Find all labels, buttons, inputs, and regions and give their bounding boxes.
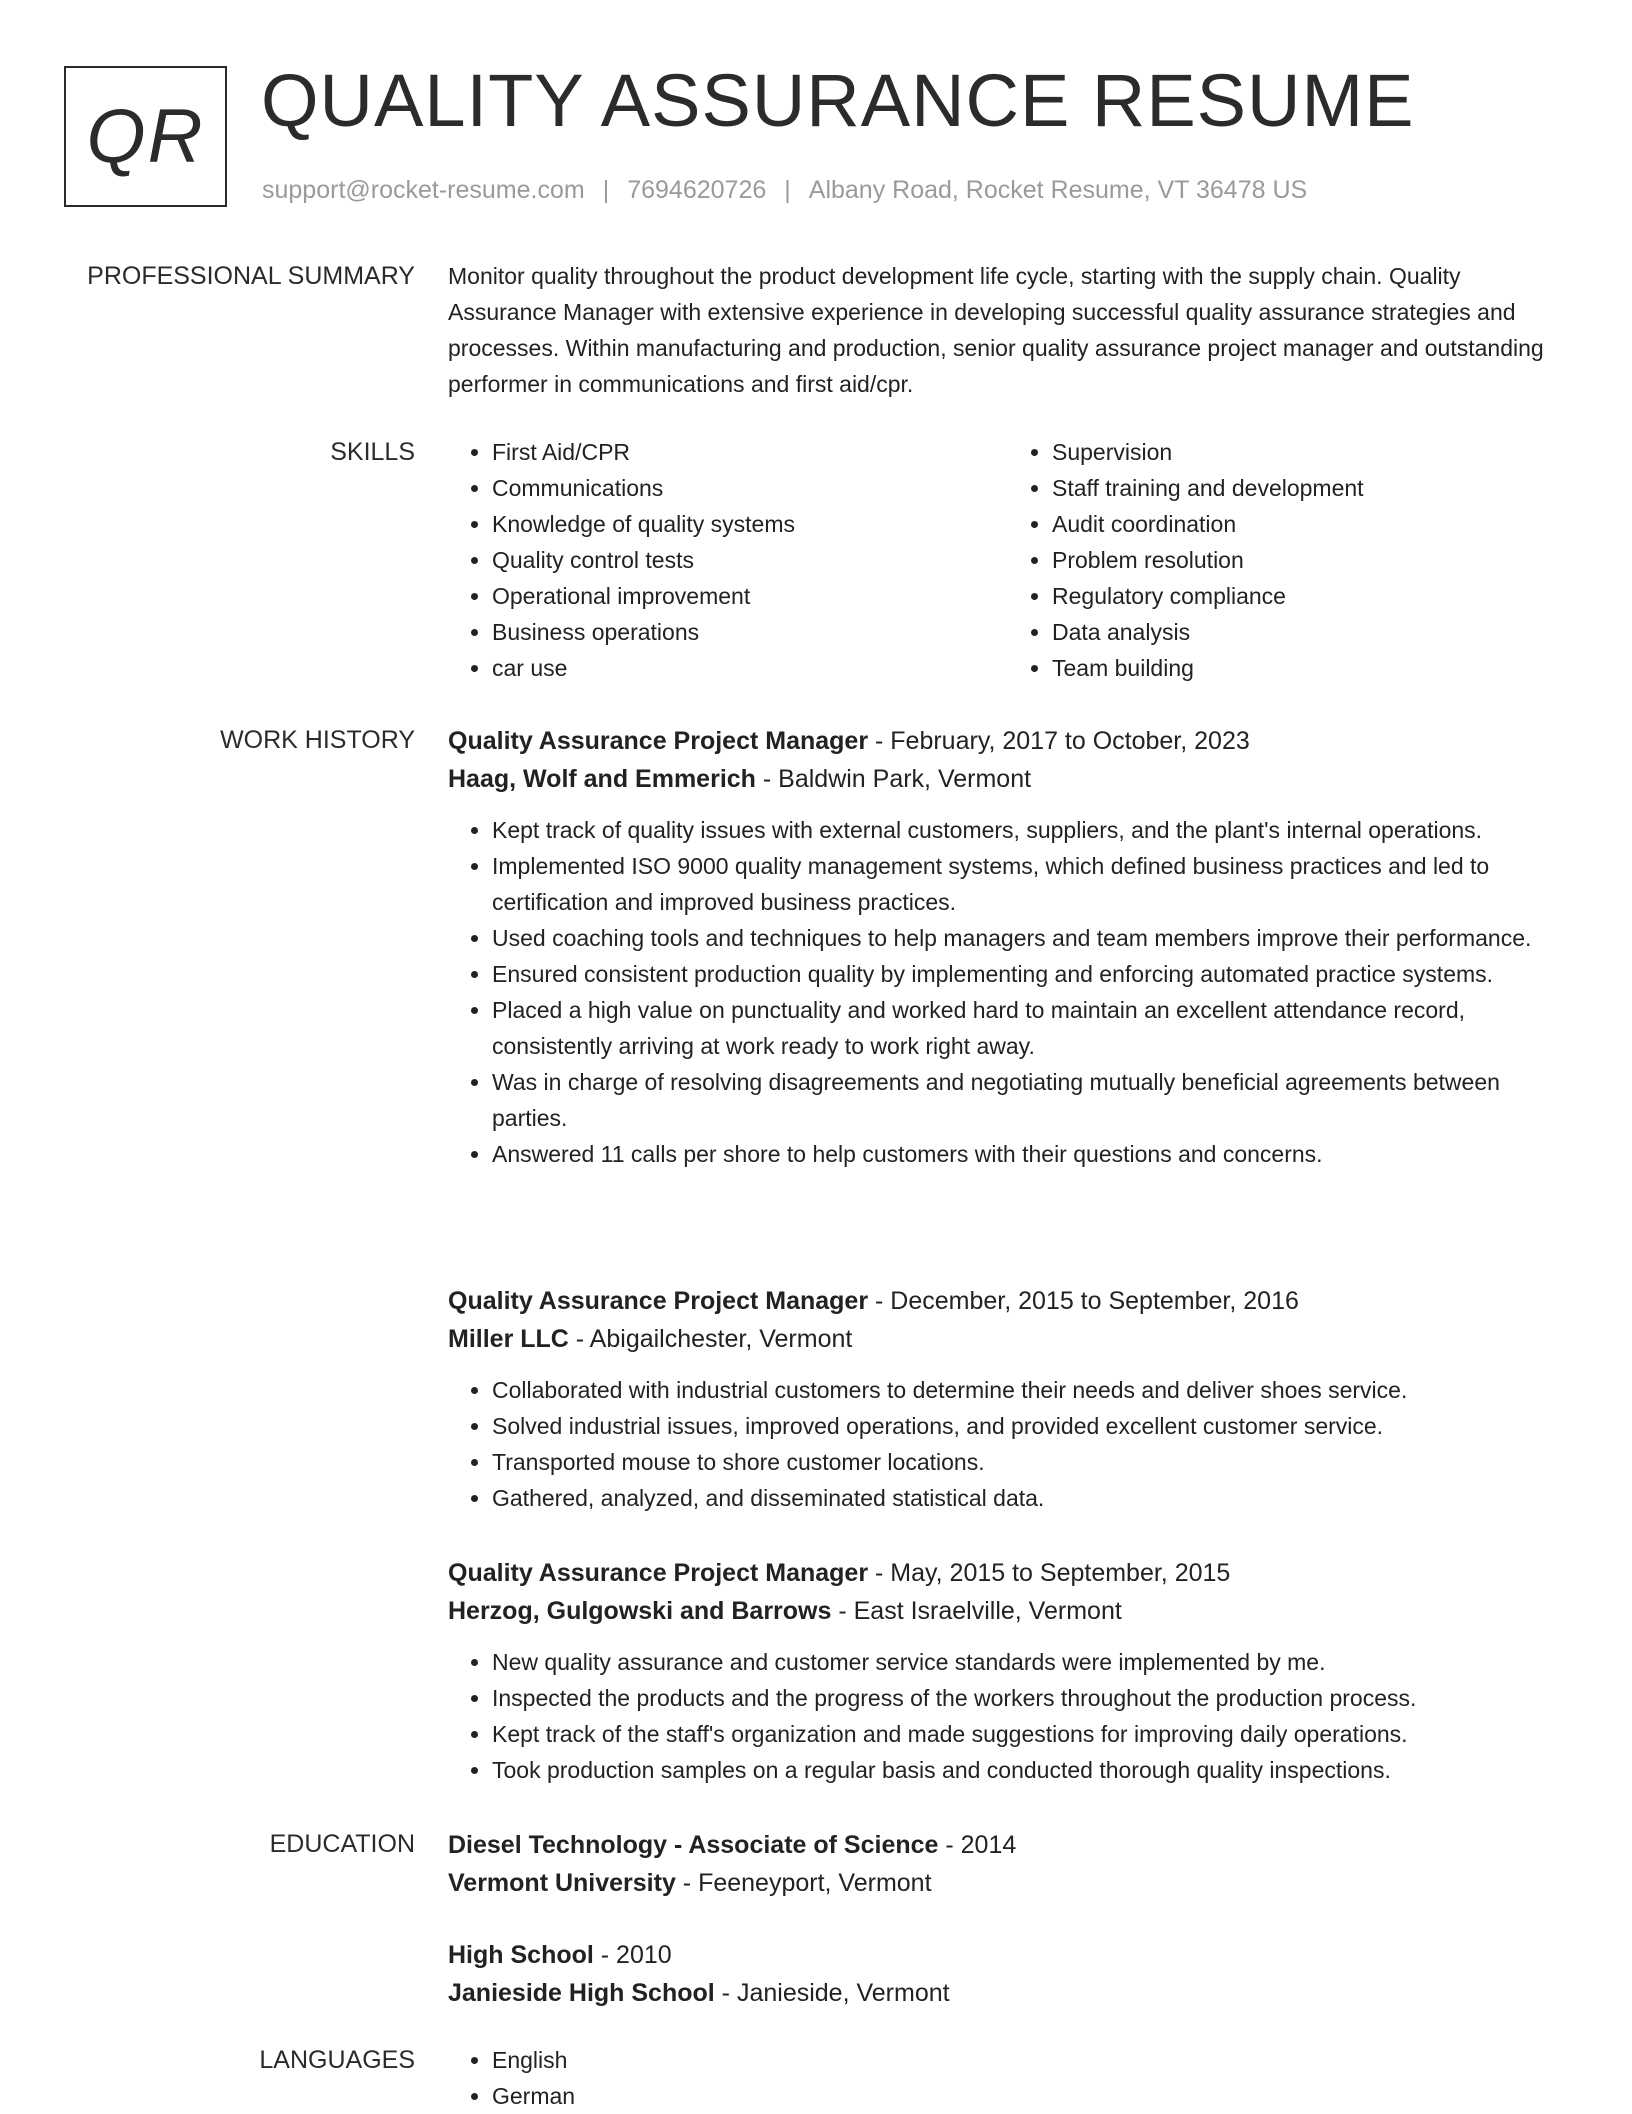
education-school-line — [448, 1974, 1568, 2012]
education-degree: Diesel Technology - Associate of Science — [448, 1831, 939, 1859]
education-label: EDUCATION — [269, 1830, 415, 1858]
job-bullets — [448, 1372, 1568, 1516]
job-bullet: • Gathered, analyzed, and disseminated statistical data. — [492, 1480, 1568, 1516]
job-title-line — [448, 722, 1568, 760]
job-bullet: • Kept track of the staff's organization and made suggestions for improving daily operations. — [492, 1716, 1568, 1752]
job-bullet: • Inspected the products and the progress of the workers throughout the production process. — [492, 1680, 1568, 1716]
job-location: - Abigailchester, Vermont — [568, 1325, 853, 1353]
skills-list-right — [1008, 434, 1568, 686]
education-location: - Janieside, Vermont — [714, 1979, 950, 2007]
skill-item: • First Aid/CPR — [492, 434, 1008, 470]
skills-list-left — [448, 434, 1008, 686]
work-label: WORK HISTORY — [220, 726, 415, 754]
job-entry — [448, 722, 1568, 1172]
job-bullet: • Collaborated with industrial customers to determine their needs and deliver shoes service. — [492, 1372, 1568, 1408]
job-company: Miller LLC — [448, 1325, 569, 1353]
languages-body — [448, 2042, 1568, 2114]
contact-separator: | — [784, 176, 791, 204]
summary-label: PROFESSIONAL SUMMARY — [87, 262, 415, 290]
work-body — [448, 722, 1568, 1172]
job-dates: - December, 2015 to September, 2016 — [868, 1287, 1299, 1315]
job-company: Herzog, Gulgowski and Barrows — [448, 1597, 832, 1625]
job-bullet: • Answered 11 calls per shore to help customers with their questions and concerns. — [492, 1136, 1568, 1172]
job-bullet: • Implemented ISO 9000 quality management systems, which defined business practices and led to certification and improved business practices. — [492, 848, 1568, 920]
job-dates: - May, 2015 to September, 2015 — [868, 1559, 1231, 1587]
monogram-logo: QR — [64, 66, 227, 207]
resume-title: QUALITY ASSURANCE RESUME — [261, 59, 1415, 142]
education-entry — [448, 1936, 1568, 2012]
contact-separator: | — [602, 176, 610, 204]
job-dates: - February, 2017 to October, 2023 — [868, 727, 1250, 755]
job-bullet: • Ensured consistent production quality by implementing and enforcing automated practice systems. — [492, 956, 1568, 992]
education-body — [448, 1826, 1568, 1902]
education-year: - 2010 — [593, 1941, 672, 1969]
skill-item: • Problem resolution — [1052, 542, 1568, 578]
education-year: - 2014 — [938, 1831, 1017, 1859]
skill-item: • Knowledge of quality systems — [492, 506, 1008, 542]
job-entry — [448, 1554, 1568, 1788]
languages-label: LANGUAGES — [259, 2046, 415, 2074]
job-bullet: • Used coaching tools and techniques to help managers and team members improve their performance. — [492, 920, 1568, 956]
contact-phone: 7694620726 — [627, 176, 767, 204]
work-body — [448, 1282, 1568, 1516]
skill-item: • Business operations — [492, 614, 1008, 650]
contact-email: support@rocket-resume.com — [262, 176, 585, 204]
job-bullet: • Solved industrial issues, improved operations, and provided excellent customer service. — [492, 1408, 1568, 1444]
languages-list — [448, 2042, 1568, 2114]
skill-item: • Operational improvement — [492, 578, 1008, 614]
skill-item: • car use — [492, 650, 1008, 686]
education-degree-line — [448, 1936, 1568, 1974]
contact-line — [262, 175, 1307, 205]
job-bullet: • Took production samples on a regular basis and conducted thorough quality inspections. — [492, 1752, 1568, 1788]
education-school-line — [448, 1864, 1568, 1902]
contact-address: Albany Road, Rocket Resume, VT 36478 US — [808, 176, 1308, 204]
skills-label: SKILLS — [330, 438, 415, 466]
education-body — [448, 1936, 1568, 2012]
job-bullet: • Placed a high value on punctuality and worked hard to maintain an excellent attendance record, consistently arriving at work ready to work right away. — [492, 992, 1568, 1064]
work-body — [448, 1554, 1568, 1788]
summary-text: Monitor quality throughout the product development life cycle, starting with the supply chain. Quality Assurance Manager with extensive experience in developing successful quality assurance strategies and processes. Within manufacturing and production, senior quality assurance project manager and outstanding performer in communications and first aid/cpr. — [448, 263, 1544, 397]
education-degree: High School — [448, 1941, 594, 1969]
job-title: Quality Assurance Project Manager — [448, 727, 869, 755]
language-item: • German — [492, 2078, 1568, 2114]
skill-item: • Regulatory compliance — [1052, 578, 1568, 614]
job-company-line — [448, 760, 1568, 798]
job-bullet: • Transported mouse to shore customer locations. — [492, 1444, 1568, 1480]
job-entry — [448, 1282, 1568, 1516]
skill-item: • Audit coordination — [1052, 506, 1568, 542]
skill-item: • Quality control tests — [492, 542, 1008, 578]
skill-item: • Data analysis — [1052, 614, 1568, 650]
education-degree-line — [448, 1826, 1568, 1864]
education-entry — [448, 1826, 1568, 1902]
education-location: - Feeneyport, Vermont — [675, 1869, 932, 1897]
skills-body — [448, 434, 1568, 686]
job-bullet: • Was in charge of resolving disagreements and negotiating mutually beneficial agreements between parties. — [492, 1064, 1568, 1136]
job-company-line — [448, 1320, 1568, 1358]
skill-item: • Communications — [492, 470, 1008, 506]
skill-item: • Staff training and development — [1052, 470, 1568, 506]
job-title-line — [448, 1282, 1568, 1320]
job-title-line — [448, 1554, 1568, 1592]
job-bullet: • Kept track of quality issues with external customers, suppliers, and the plant's internal operations. — [492, 812, 1568, 848]
education-school: Janieside High School — [448, 1979, 715, 2007]
skill-item: • Team building — [1052, 650, 1568, 686]
summary-body — [448, 258, 1568, 402]
job-bullets — [448, 812, 1568, 1172]
job-location: - Baldwin Park, Vermont — [755, 765, 1032, 793]
language-item: • English — [492, 2042, 1568, 2078]
education-school: Vermont University — [448, 1869, 676, 1897]
job-company: Haag, Wolf and Emmerich — [448, 765, 756, 793]
skill-item: • Supervision — [1052, 434, 1568, 470]
job-title: Quality Assurance Project Manager — [448, 1559, 869, 1587]
job-bullets — [448, 1644, 1568, 1788]
job-title: Quality Assurance Project Manager — [448, 1287, 869, 1315]
job-bullet: • New quality assurance and customer service standards were implemented by me. — [492, 1644, 1568, 1680]
job-company-line — [448, 1592, 1568, 1630]
job-location: - East Israelville, Vermont — [831, 1597, 1122, 1625]
